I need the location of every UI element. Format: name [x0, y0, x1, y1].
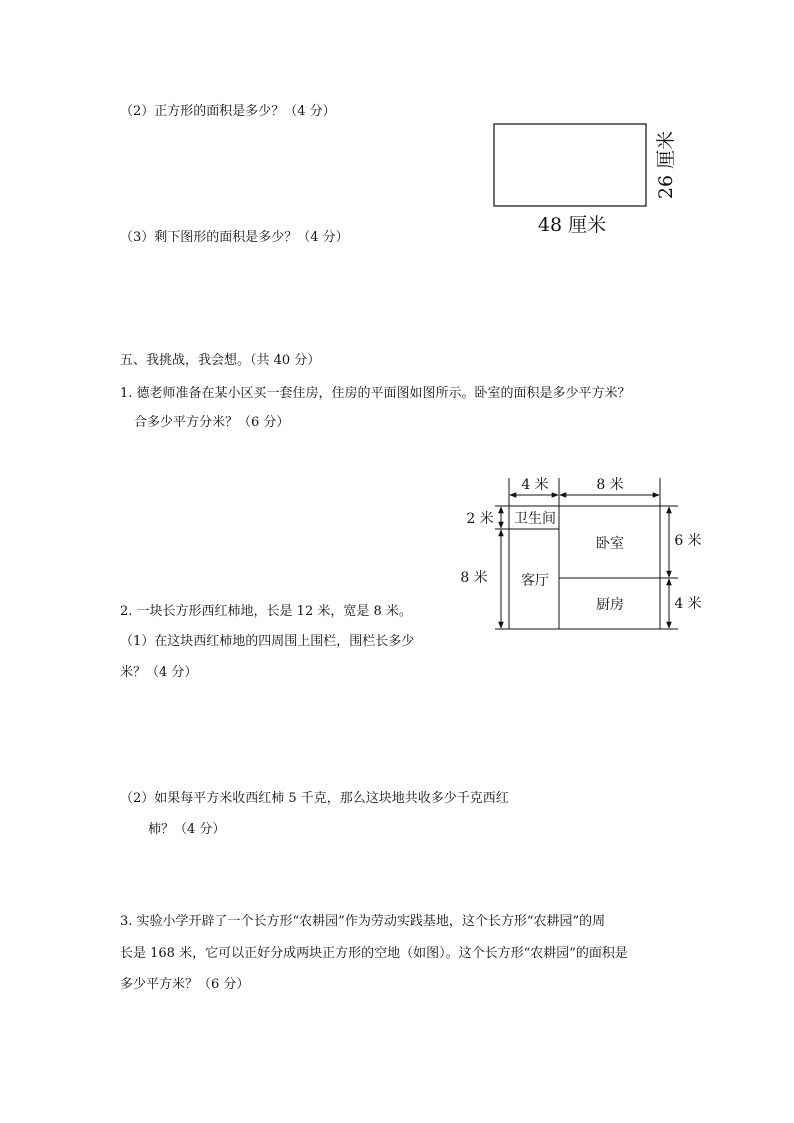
- question-5-3-line3: 多少平方米？（6 分）: [120, 977, 250, 992]
- question-5-2-1-line1: （1）在这块西红柿地的四周围上围栏，围栏长多少: [120, 634, 415, 649]
- room-living: 客厅: [521, 573, 549, 589]
- question-5-1-line2: 合多少平方分米？（6 分）: [134, 415, 290, 430]
- room-bathroom: 卫生间: [514, 511, 556, 527]
- label-left-top: 2 米: [466, 511, 494, 527]
- question-5-3-line1: 3. 实验小学开辟了一个长方形“农耕园”作为劳动实践基地，这个长方形“农耕园”的周: [120, 914, 606, 929]
- question-5-3-line2: 长是 168 米，它可以正好分成两块正方形的空地（如图）。这个长方形“农耕园”的面积是: [120, 946, 628, 961]
- label-right-bottom: 4 米: [674, 596, 702, 612]
- question-4-3: （3）剩下图形的面积是多少？（4 分）: [120, 230, 349, 245]
- height-label: 26 厘米: [655, 130, 677, 200]
- label-top-left: 4 米: [521, 477, 549, 493]
- label-top-right: 8 米: [596, 477, 624, 493]
- label-right-top: 6 米: [674, 533, 702, 549]
- room-bedroom: 卧室: [596, 536, 624, 552]
- room-kitchen: 厨房: [596, 597, 624, 613]
- question-5-2-intro: 2. 一块长方形西红柿地，长是 12 米，宽是 8 米。: [120, 604, 412, 619]
- question-5-2-2-line2: 柿？（4 分）: [148, 822, 226, 837]
- section-heading: 五、我挑战，我会想。（共 40 分）: [120, 353, 321, 368]
- question-5-2-2-line1: （2）如果每平方米收西红柿 5 千克，那么这块地共收多少千克西红: [120, 791, 509, 806]
- question-5-1-line1: 1. 德老师准备在某小区买一套住房，住房的平面图如图所示。卧室的面积是多少平方米？: [120, 386, 631, 401]
- question-5-2-1-line2: 米？（4 分）: [120, 665, 198, 680]
- question-4-2: （2）正方形的面积是多少？（4 分）: [120, 104, 336, 119]
- label-left-bottom: 8 米: [460, 570, 488, 586]
- width-label: 48 厘米: [537, 214, 607, 236]
